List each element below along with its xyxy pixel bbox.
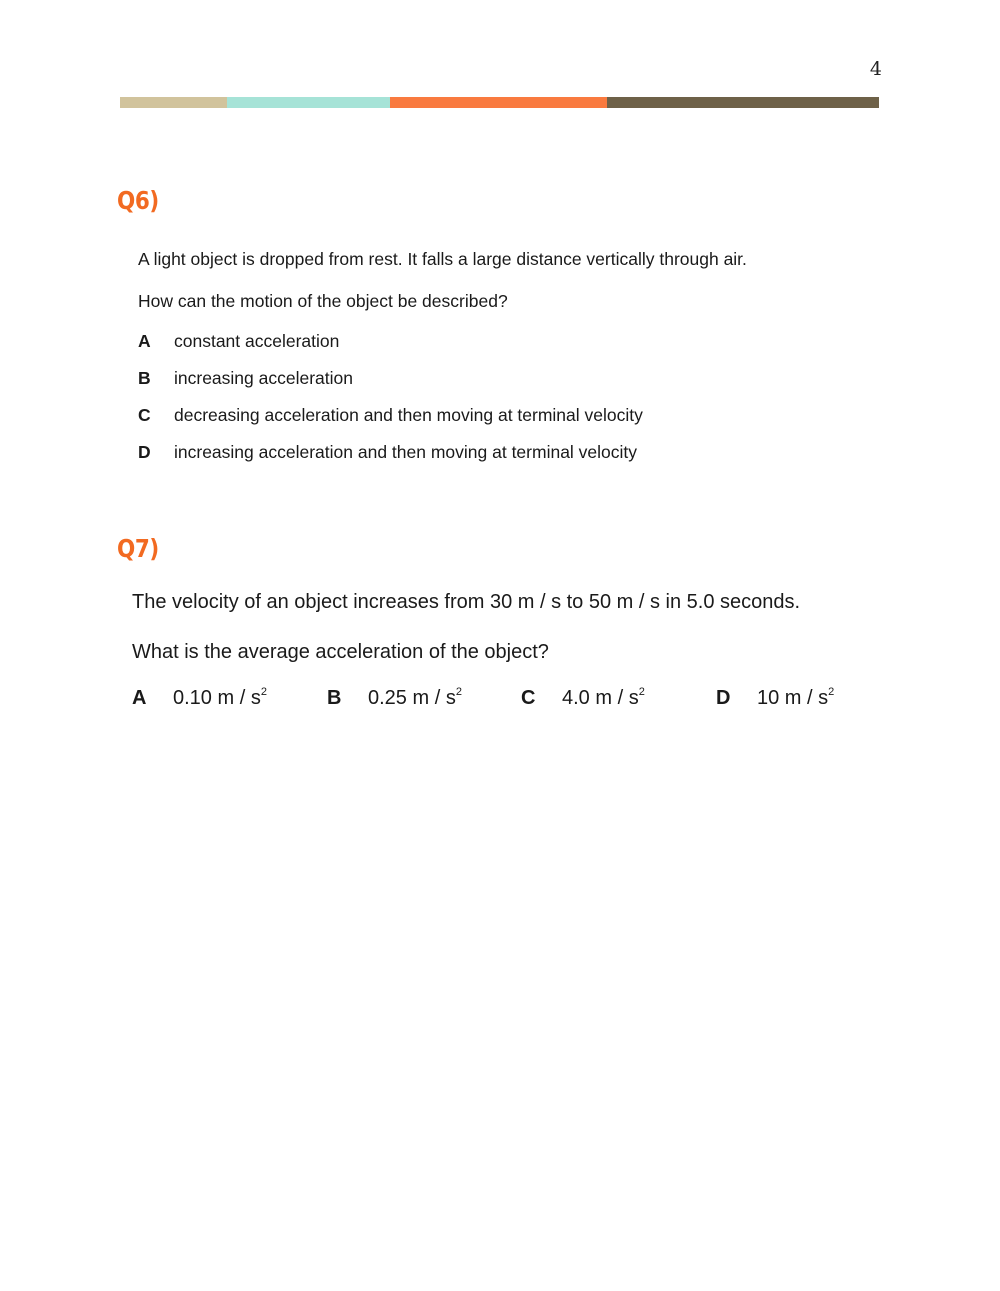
- option-letter: C: [521, 687, 536, 709]
- question-6-option-b[interactable]: [138, 368, 353, 389]
- color-bar-segment: [120, 97, 227, 108]
- question-6-option-c[interactable]: [138, 405, 643, 426]
- option-letter: D: [138, 442, 151, 462]
- question-7-stem: The velocity of an object increases from 30 m / s to 50 m / s in 5.0 seconds.: [132, 591, 801, 613]
- color-bar-segment: [390, 97, 607, 108]
- option-text: constant acceleration: [174, 331, 340, 351]
- option-text: increasing acceleration: [174, 368, 353, 388]
- question-7-option-c[interactable]: [521, 687, 645, 710]
- question-7-heading: Q7): [117, 534, 159, 563]
- option-letter: B: [327, 687, 342, 709]
- page-number: 4: [869, 58, 882, 80]
- question-7-option-d[interactable]: [716, 687, 834, 710]
- option-letter: D: [716, 687, 731, 709]
- question-6-option-a[interactable]: [138, 331, 339, 352]
- option-text: decreasing acceleration and then moving at terminal velocity: [174, 405, 643, 425]
- header-color-bar: [120, 97, 879, 108]
- option-value: 10 m / s: [757, 687, 829, 709]
- option-letter: B: [138, 368, 151, 388]
- question-7-option-b[interactable]: [327, 687, 462, 710]
- option-exponent: 2: [455, 686, 462, 698]
- option-letter: A: [138, 331, 151, 351]
- question-7-prompt: What is the average acceleration of the object?: [132, 641, 549, 663]
- option-letter: A: [132, 687, 147, 709]
- option-value: 0.10 m / s: [173, 687, 261, 709]
- question-6-stem: A light object is dropped from rest. It falls a large distance vertically through air.: [138, 249, 747, 269]
- option-exponent: 2: [260, 686, 267, 698]
- option-exponent: 2: [638, 686, 645, 698]
- question-6-heading: Q6): [117, 186, 159, 215]
- option-letter: C: [138, 405, 151, 425]
- color-bar-segment: [607, 97, 879, 108]
- option-exponent: 2: [828, 686, 835, 698]
- question-6-prompt: How can the motion of the object be described?: [138, 291, 508, 311]
- question-7-option-a[interactable]: [132, 687, 267, 710]
- option-value: 0.25 m / s: [368, 687, 456, 709]
- color-bar-segment: [227, 97, 390, 108]
- option-text: increasing acceleration and then moving at terminal velocity: [174, 442, 638, 462]
- option-value: 4.0 m / s: [562, 687, 639, 709]
- question-6-option-d[interactable]: [138, 442, 637, 463]
